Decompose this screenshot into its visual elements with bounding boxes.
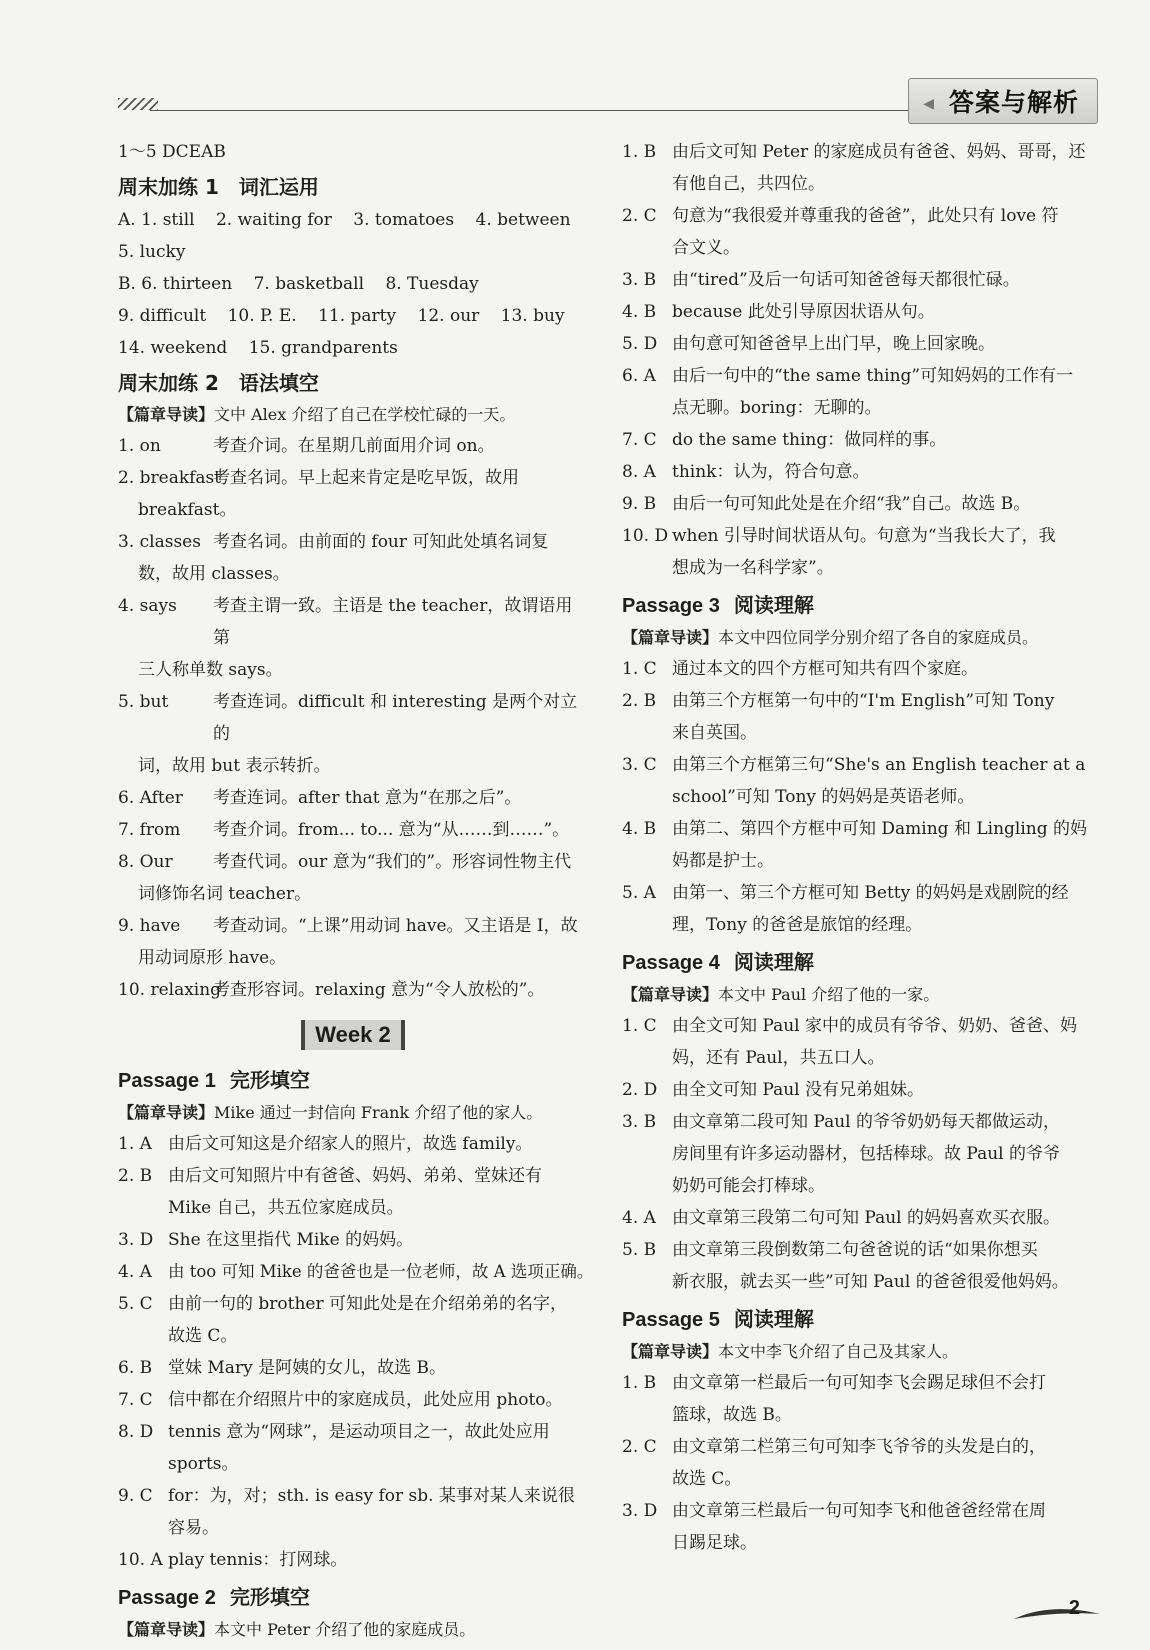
intro-tag: 【篇章导读】 (118, 405, 215, 424)
explanation-line: 由后一句可知此处是在介绍“我”自己。故选 B。 (672, 494, 1031, 514)
explanation-line: breakfast。 (138, 500, 237, 520)
weekend2-items (118, 430, 588, 1006)
answer-item (118, 1288, 588, 1352)
passage-type: 阅读理解 (733, 593, 814, 617)
explanation-line: 容易。 (168, 1518, 219, 1538)
week-heading (118, 1020, 588, 1053)
explanation-line: 由第三个方框第一句中的“I'm English”可知 Tony (672, 691, 1055, 711)
explanation-line: 由文章第三段第二句可知 Paul 的妈妈喜欢买衣服。 (672, 1208, 1061, 1228)
explanation-line: 考查连词。difficult 和 interesting 是两个对立的 (213, 692, 578, 744)
explanation-line: tennis 意为“网球”，是运动项目之一，故此处应用 (168, 1422, 550, 1442)
answer-item (118, 590, 588, 654)
header-title: 答案与解析 (948, 88, 1079, 117)
chapter-intro (118, 400, 588, 430)
vocab-answer: A. 1. still (118, 210, 195, 230)
passage-label: Passage 4 (622, 952, 720, 974)
explanation-line: 篮球，故选 B。 (672, 1405, 792, 1425)
vocab-answer: 15. grandparents (248, 338, 398, 358)
answer-item (622, 520, 1094, 584)
answer-key: 2. C (622, 206, 657, 226)
vocab-row (118, 300, 588, 332)
answer-key: 5. but (118, 692, 169, 712)
passage-type: 完形填空 (229, 1068, 310, 1092)
explanation-line: 考查介词。from... to... 意为“从……到……”。 (213, 820, 570, 840)
passage-type: 阅读理解 (733, 1307, 814, 1331)
answer-item (622, 813, 1094, 877)
answer-item (622, 1074, 1094, 1106)
answer-item (118, 1160, 588, 1224)
answer-item (118, 1224, 588, 1256)
answer-key: 9. C (118, 1486, 153, 1506)
header-decoration (118, 98, 158, 110)
explanation-line: 妈，还有 Paul，共五口人。 (672, 1048, 885, 1068)
explanation-line: 由全文可知 Paul 没有兄弟姐妹。 (672, 1080, 925, 1100)
header-tab (908, 78, 1098, 124)
intro-text: Mike 通过一封信向 Frank 介绍了他的家人。 (214, 1103, 543, 1122)
top-answers: 1～5 DCEAB (118, 142, 226, 162)
explanation-line: 由后文可知照片中有爸爸、妈妈、弟弟、堂妹还有 (168, 1166, 542, 1186)
answer-key: 5. B (622, 1240, 657, 1260)
explanation-line: 词，故用 but 表示转折。 (138, 756, 331, 776)
intro-tag: 【篇章导读】 (118, 1620, 215, 1639)
answer-item (118, 910, 588, 942)
answer-key: 7. C (622, 430, 657, 450)
chapter-intro (118, 1098, 588, 1128)
answer-item (118, 814, 588, 846)
explanation-line: 通过本文的四个方框可知共有四个家庭。 (672, 659, 978, 679)
intro-tag: 【篇章导读】 (622, 985, 719, 1004)
answer-key: 8. D (118, 1422, 154, 1442)
explanation-line: 由 too 可知 Mike 的爸爸也是一位老师，故 A 选项正确。 (168, 1262, 594, 1281)
explanation-line: when 引导时间状语从句。句意为“当我长大了，我 (672, 526, 1056, 546)
intro-text: 本文中四位同学分别介绍了各自的家庭成员。 (718, 628, 1039, 647)
answer-item (622, 1106, 1094, 1202)
answer-key: 10. D (622, 526, 669, 546)
vocab-answer: 13. buy (500, 306, 565, 326)
vocab-row (118, 268, 588, 300)
answer-key: 4. A (118, 1262, 152, 1282)
explanation-line: 用动词原形 have。 (138, 948, 287, 968)
vocab-answer: 3. tomatoes (353, 210, 455, 230)
answer-item (622, 296, 1094, 328)
left-column (118, 136, 594, 1645)
explanation-line: think：认为，符合句意。 (672, 462, 870, 482)
explanation-line: 由“tired”及后一句话可知爸爸每天都很忙碌。 (672, 270, 1020, 290)
answer-key: 1. A (118, 1134, 152, 1154)
chapter-intro (118, 1615, 588, 1645)
explanation-line: 由后文可知 Peter 的家庭成员有爸爸、妈妈、哥哥，还 (672, 142, 1086, 162)
answer-key: 3. classes (118, 532, 201, 552)
passage1-items (118, 1128, 594, 1576)
intro-tag: 【篇章导读】 (118, 1103, 215, 1122)
explanation-line: 由前一句的 brother 可知此处是在介绍弟弟的名字， (168, 1294, 568, 1314)
intro-tag: 【篇章导读】 (622, 628, 719, 647)
explanation-line: 由文章第三段倒数第二句爸爸说的话“如果你想买 (672, 1240, 1038, 1260)
right-column (622, 136, 1094, 1559)
answer-key: 7. C (118, 1390, 153, 1410)
explanation-line: for：为，对；sth. is easy for sb. 某事对某人来说很 (168, 1486, 575, 1506)
answer-item (622, 328, 1094, 360)
answer-item (622, 1367, 1094, 1431)
vocab-answer: B. 6. thirteen (118, 274, 233, 294)
intro-text: 本文中李飞介绍了自己及其家人。 (718, 1342, 959, 1361)
explanation-line: 理，Tony 的爸爸是旅馆的经理。 (672, 915, 923, 935)
answer-item (622, 424, 1094, 456)
answer-key: 5. D (622, 334, 658, 354)
weekend2-title: 周末加练 2 语法填空 (118, 371, 319, 395)
explanation-line: 奶奶可能会打棒球。 (672, 1176, 825, 1196)
week-label: Week 2 (301, 1020, 404, 1050)
vocab-answer: 5. lucky (118, 242, 186, 262)
vocab-answer: 10. P. E. (227, 306, 297, 326)
answer-key: 1. B (622, 142, 657, 162)
answer-item (118, 526, 588, 558)
answer-item (118, 974, 588, 1006)
intro-tag: 【篇章导读】 (622, 1342, 719, 1361)
triangle-left-icon: ◀ (923, 96, 935, 112)
answer-item (118, 846, 588, 878)
passage-type: 阅读理解 (733, 950, 814, 974)
vocab-row (118, 332, 588, 364)
intro-text: 本文中 Peter 介绍了他的家庭成员。 (214, 1620, 476, 1639)
vocab-row (118, 236, 588, 268)
answer-key: 6. A (622, 366, 656, 386)
answer-item (622, 456, 1094, 488)
passage4-items (622, 1010, 1094, 1298)
explanation-line: 故选 C。 (672, 1469, 742, 1489)
passage5-title (622, 1302, 1094, 1337)
vocab-answer: 12. our (417, 306, 480, 326)
explanation-line: 考查介词。在星期几前面用介词 on。 (213, 436, 495, 456)
explanation-line: 有他自己，共四位。 (672, 174, 825, 194)
answer-item (118, 1480, 588, 1544)
explanation-line: 考查代词。our 意为“我们的”。形容词性物主代 (213, 852, 572, 872)
explanation-line: 房间里有许多运动器材，包括棒球。故 Paul 的爷爷 (672, 1144, 1061, 1164)
answer-key: 2. B (622, 691, 657, 711)
explanation-line: 由第二、第四个方框中可知 Daming 和 Lingling 的妈 (672, 819, 1088, 839)
explanation-line: 考查形容词。relaxing 意为“令人放松的”。 (213, 980, 545, 1000)
answer-item (118, 686, 588, 750)
answer-key: 5. C (118, 1294, 153, 1314)
passage-label: Passage 5 (622, 1309, 720, 1331)
answer-key: 4. A (622, 1208, 656, 1228)
answer-key: 1. on (118, 436, 161, 456)
explanation-line: 由后文可知这是介绍家人的照片，故选 family。 (168, 1134, 533, 1154)
answer-key: 6. B (118, 1358, 153, 1378)
explanation-line: 由文章第二段可知 Paul 的爷爷奶奶每天都做运动， (672, 1112, 1061, 1132)
explanation-line: 考查动词。“上课”用动词 have。又主语是 I，故 (213, 916, 578, 936)
answer-item (622, 1202, 1094, 1234)
explanation-line: 信中都在介绍照片中的家庭成员，此处应用 photo。 (168, 1390, 563, 1410)
answer-item (622, 200, 1094, 264)
answer-key: 3. B (622, 270, 657, 290)
explanation-line: 考查连词。after that 意为“在那之后”。 (213, 788, 522, 808)
explanation-line: 考查名词。由前面的 four 可知此处填名词复 (213, 532, 549, 552)
answer-key: 10. relaxing (118, 980, 222, 1000)
explanation-line: 想成为一名科学家”。 (672, 558, 834, 578)
answer-key: 2. D (622, 1080, 658, 1100)
vocab-answer: 14. weekend (118, 338, 228, 358)
explanation-line: 妈都是护士。 (672, 851, 774, 871)
passage-type: 完形填空 (229, 1585, 310, 1609)
explanation-line: because 此处引导原因状语从句。 (672, 302, 935, 322)
answer-item (118, 1384, 588, 1416)
answer-item (622, 264, 1094, 296)
answer-item (622, 877, 1094, 941)
passage-label: Passage 3 (622, 595, 720, 617)
vocab-answer: 2. waiting for (215, 210, 332, 230)
passage2-title (118, 1580, 588, 1615)
answer-item (118, 1352, 588, 1384)
answer-item (622, 1431, 1094, 1495)
passage-label: Passage 1 (118, 1070, 216, 1092)
explanation-line: She 在这里指代 Mike 的妈妈。 (168, 1230, 414, 1250)
passage5-items (622, 1367, 1094, 1559)
explanation-line: school”可知 Tony 的妈妈是英语老师。 (672, 787, 975, 807)
vocab-answer: 7. basketball (253, 274, 365, 294)
answer-key: 1. C (622, 659, 657, 679)
answer-item (622, 1495, 1094, 1559)
chapter-intro (622, 980, 1094, 1010)
explanation-line: 由第三个方框第三句“She's an English teacher at a (672, 755, 1086, 775)
explanation-line: 由后一句中的“the same thing”可知妈妈的工作有一 (672, 366, 1074, 386)
answer-item (118, 782, 588, 814)
answer-item (622, 749, 1094, 813)
chapter-intro (622, 623, 1094, 653)
explanation-line: 点无聊。boring：无聊的。 (672, 398, 882, 418)
intro-text: 文中 Alex 介绍了自己在学校忙碌的一天。 (214, 405, 516, 424)
answer-item (622, 685, 1094, 749)
passage2-items (622, 136, 1094, 584)
explanation-line: Mike 自己，共五位家庭成员。 (168, 1198, 404, 1218)
answer-key: 1. C (622, 1016, 657, 1036)
answer-key: 2. breakfast (118, 468, 222, 488)
explanation-line: 由文章第一栏最后一句可知李飞会踢足球但不会打 (672, 1373, 1046, 1393)
explanation-line: 由文章第三栏最后一句可知李飞和他爸爸经常在周 (672, 1501, 1046, 1521)
answer-key: 4. B (622, 819, 657, 839)
answer-key: 8. A (622, 462, 656, 482)
explanation-line: 由句意可知爸爸早上出门早，晚上回家晚。 (672, 334, 995, 354)
answer-key: 6. After (118, 788, 183, 808)
answer-item (622, 1234, 1094, 1298)
answer-key: 3. C (622, 755, 657, 775)
explanation-line: 由第一、第三个方框可知 Betty 的妈妈是戏剧院的经 (672, 883, 1069, 903)
answer-key: 3. B (622, 1112, 657, 1132)
answer-key: 9. have (118, 916, 181, 936)
passage1-title (118, 1063, 588, 1098)
explanation-line: 考查主谓一致。主语是 the teacher，故谓语用第 (213, 596, 573, 648)
answer-key: 3. D (118, 1230, 154, 1250)
passage-label: Passage 2 (118, 1587, 216, 1609)
answer-key: 10. A (118, 1550, 163, 1570)
answer-key: 4. B (622, 302, 657, 322)
answer-key: 2. C (622, 1437, 657, 1457)
answer-item (622, 136, 1094, 200)
explanation-line: 合文义。 (672, 238, 740, 258)
answer-key: 7. from (118, 820, 181, 840)
vocab-row (118, 204, 588, 236)
explanation-line: 故选 C。 (168, 1326, 238, 1346)
intro-text: 本文中 Paul 介绍了他的一家。 (718, 985, 940, 1004)
answer-item (622, 488, 1094, 520)
answer-item (118, 1416, 588, 1480)
vocab-answer: 9. difficult (118, 306, 207, 326)
answer-key: 3. D (622, 1501, 658, 1521)
answer-key: 5. A (622, 883, 656, 903)
answer-item (118, 1256, 594, 1288)
explanation-line: 堂妹 Mary 是阿姨的女儿，故选 B。 (168, 1358, 446, 1378)
page-number: 2 (1068, 1597, 1080, 1619)
passage3-title (622, 588, 1094, 623)
answer-item (118, 1544, 588, 1576)
explanation-line: 词修饰名词 teacher。 (138, 884, 312, 904)
answer-key: 4. says (118, 596, 177, 616)
vocab-answer: 8. Tuesday (385, 274, 479, 294)
answer-key: 8. Our (118, 852, 173, 872)
vocab-answer: 11. party (318, 306, 397, 326)
vocab-answer: 4. between (475, 210, 571, 230)
chapter-intro (622, 1337, 1094, 1367)
passage3-items (622, 653, 1094, 941)
explanation-line: 新衣服，就去买一些”可知 Paul 的爸爸很爱他妈妈。 (672, 1272, 1069, 1292)
answer-item (622, 360, 1094, 424)
explanation-line: 由全文可知 Paul 家中的成员有爷爷、奶奶、爸爸、妈 (672, 1016, 1078, 1036)
explanation-line: 日踢足球。 (672, 1533, 757, 1553)
answer-item (118, 1128, 588, 1160)
passage4-title (622, 945, 1094, 980)
explanation-line: play tennis：打网球。 (168, 1550, 348, 1570)
explanation-line: 句意为“我很爱并尊重我的爸爸”，此处只有 love 符 (672, 206, 1059, 226)
explanation-line: 三人称单数 says。 (138, 660, 283, 680)
explanation-line: 来自英国。 (672, 723, 757, 743)
explanation-line: 考查名词。早上起来肯定是吃早饭，故用 (213, 468, 519, 488)
answer-item (622, 1010, 1094, 1074)
answer-key: 2. B (118, 1166, 153, 1186)
answer-item (118, 430, 588, 462)
answer-key: 1. B (622, 1373, 657, 1393)
explanation-line: sports。 (168, 1454, 239, 1474)
answer-item (118, 462, 588, 494)
weekend1-title: 周末加练 1 词汇运用 (118, 175, 319, 199)
answer-item (622, 653, 1094, 685)
swoosh-decoration (1012, 1604, 1102, 1622)
explanation-line: do the same thing：做同样的事。 (672, 430, 947, 450)
explanation-line: 数，故用 classes。 (138, 564, 290, 584)
answer-key: 9. B (622, 494, 657, 514)
explanation-line: 由文章第二栏第三句可知李飞爷爷的头发是白的， (672, 1437, 1046, 1457)
